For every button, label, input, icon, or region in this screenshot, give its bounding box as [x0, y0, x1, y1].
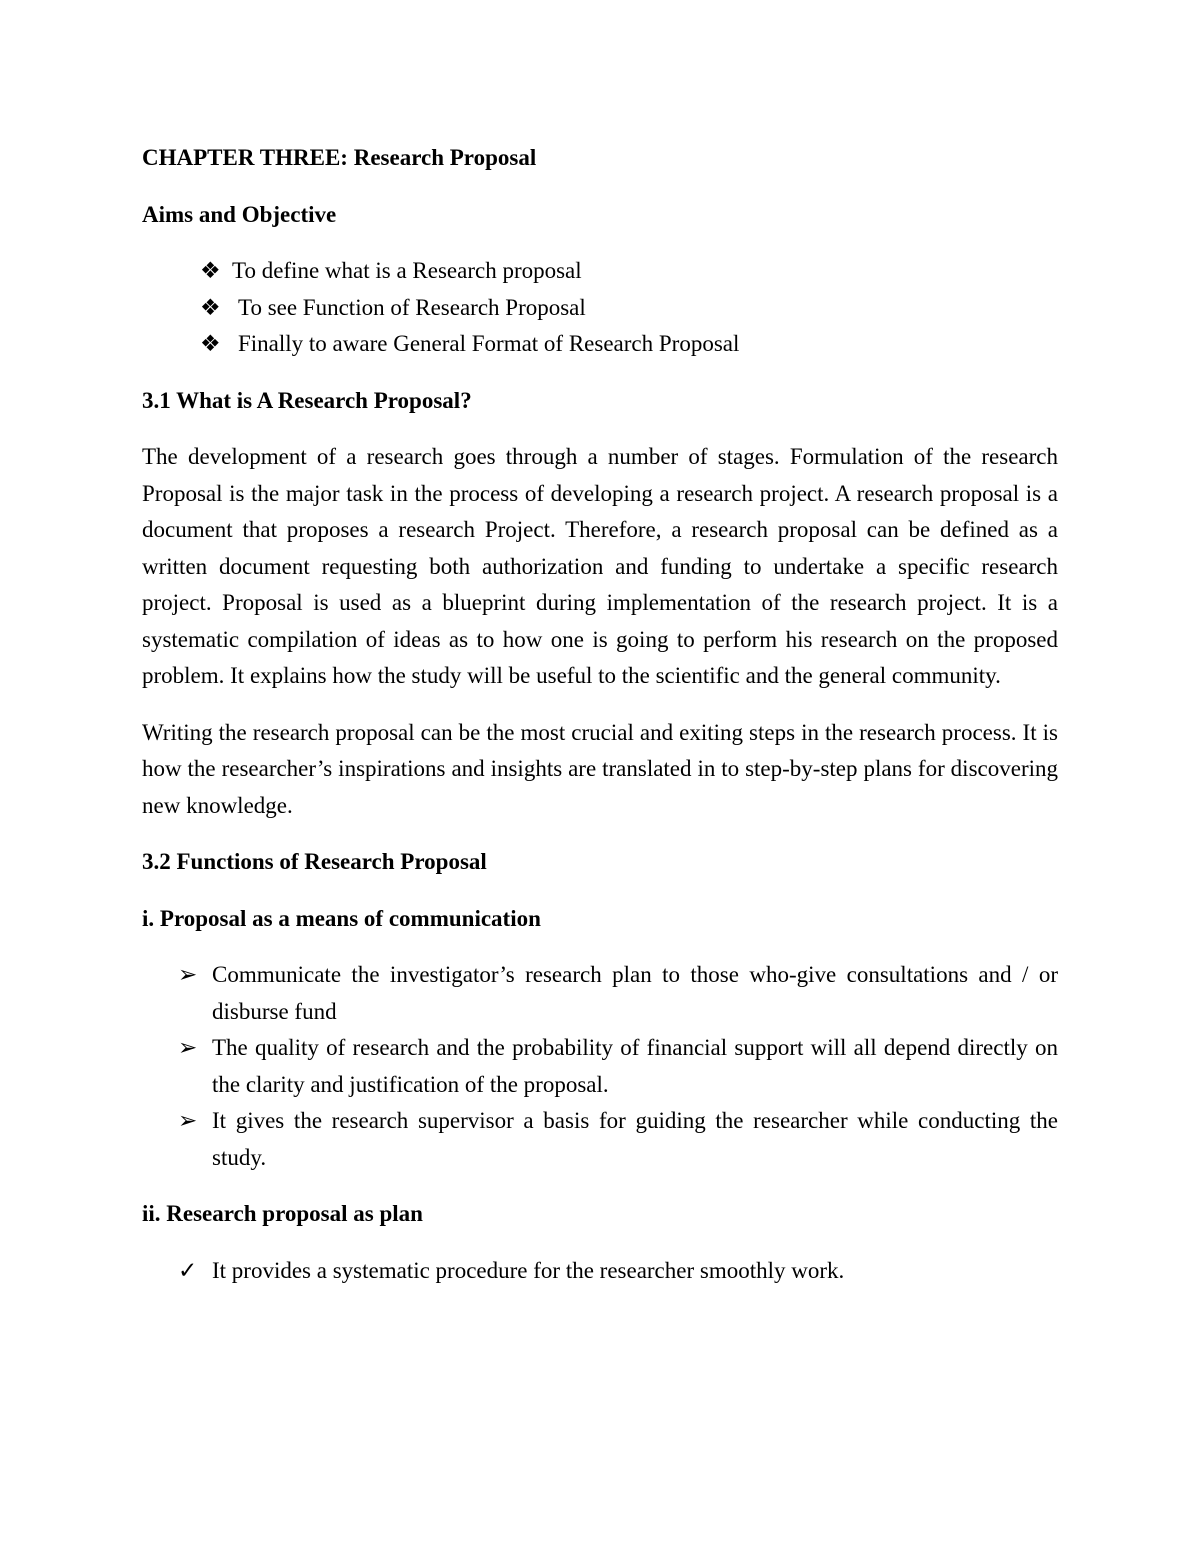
section-3-1-paragraph-2: Writing the research proposal can be the most crucial and exiting steps in the research process. It is how the researcher’s inspirations and insights are translated in to step-by-step plans for discovering new knowledge. [142, 719, 1058, 818]
sub-ii-heading: ii. Research proposal as plan [142, 1201, 423, 1226]
arrow-bullet-icon: ➢ [178, 1035, 198, 1060]
aims-list [142, 253, 1058, 363]
sub-i-heading: i. Proposal as a means of communication [142, 905, 541, 931]
diamond-bullet-icon: ❖ [200, 331, 221, 356]
sub-i-item-text: Communicate the investigator’s research plan to those who-give consultations and / or disburse fund [212, 962, 1058, 1024]
arrow-bullet-icon: ➢ [178, 1108, 198, 1133]
sub-ii-item-text: It provides a systematic procedure for the researcher smoothly work. [212, 1257, 845, 1283]
list-item [142, 957, 1058, 1030]
aims-heading: Aims and Objective [142, 201, 337, 227]
list-item [142, 326, 1058, 363]
list-item [142, 1253, 1058, 1290]
checkmark-bullet-icon: ✓ [178, 1257, 198, 1283]
list-item [142, 1103, 1058, 1176]
aims-item-text: To define what is a Research proposal [232, 258, 582, 283]
diamond-bullet-icon: ❖ [200, 294, 221, 320]
chapter-title: CHAPTER THREE: Research Proposal [142, 145, 537, 170]
diamond-bullet-icon: ❖ [200, 258, 221, 283]
section-3-1-heading: 3.1 What is A Research Proposal? [142, 387, 472, 413]
section-3-1-paragraph-1: The development of a research goes through a number of stages. Formulation of the research Proposal is the major task in the process of developing a research project. A research proposal is a document that proposes a research Project. Therefore, a research proposal can be defined as a written document requesting both authorization and funding to undertake a specific research project. Proposal is used as a blueprint during implementation of the research project. It is a systematic compilation of ideas as to how one is going to perform his research on the proposed problem. It explains how the study will be useful to the scientific and the general community. [142, 444, 1058, 688]
sub-ii-list [142, 1253, 1058, 1290]
sub-i-list [142, 957, 1058, 1176]
list-item [142, 253, 1058, 290]
arrow-bullet-icon: ➢ [178, 962, 198, 987]
aims-item-text: To see Function of Research Proposal [238, 294, 586, 320]
document-page [142, 140, 1058, 1309]
list-item [142, 1030, 1058, 1103]
list-item [142, 290, 1058, 327]
sub-i-item-text: The quality of research and the probability of financial support will all depend directly on the clarity and justification of the proposal. [212, 1035, 1058, 1097]
aims-item-text: Finally to aware General Format of Research Proposal [238, 331, 740, 356]
sub-i-item-text: It gives the research supervisor a basis for guiding the researcher while conducting the study. [212, 1108, 1058, 1170]
section-3-2-heading: 3.2 Functions of Research Proposal [142, 849, 487, 874]
